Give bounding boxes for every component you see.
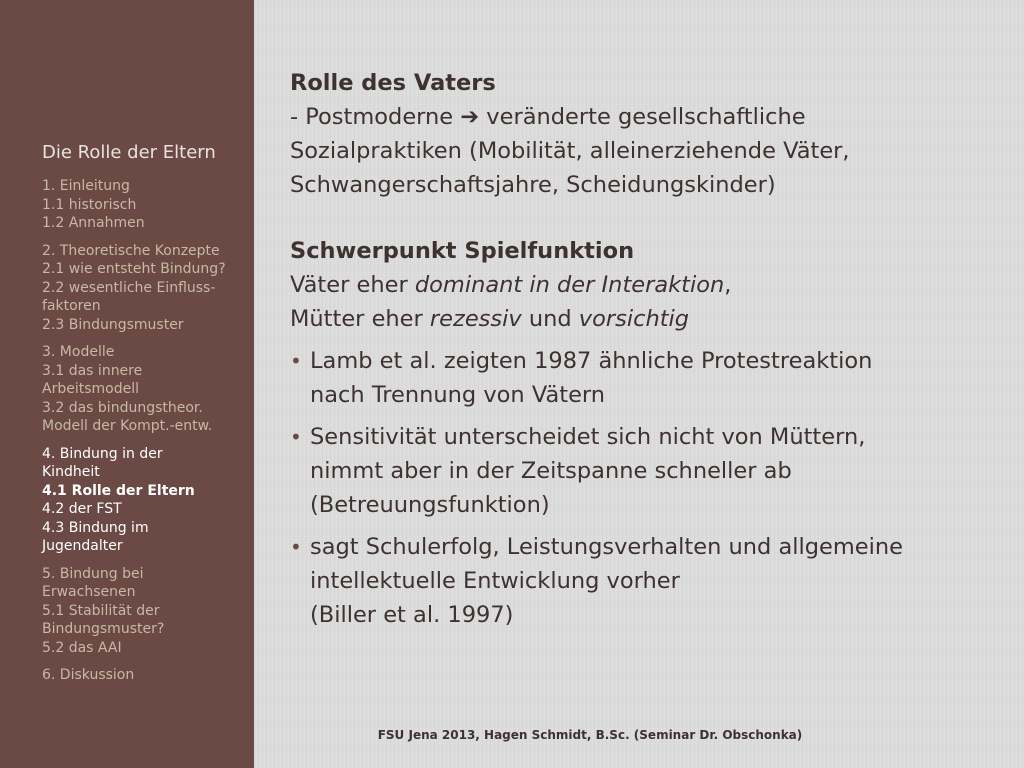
spacer: [290, 202, 980, 234]
toc-item[interactable]: 4. Bindung in der: [42, 445, 163, 462]
bullet-icon: •: [290, 535, 302, 559]
toc-group-2: [42, 242, 247, 335]
toc-group-6: [42, 666, 247, 685]
bullet-text: Sensitivität unterscheidet sich nicht von Müttern,: [310, 424, 866, 450]
sidebar: [0, 0, 254, 768]
toc-item[interactable]: 3.2 das bindungstheor.: [42, 399, 203, 416]
text-italic: dominant in der Interaktion: [414, 272, 725, 298]
bullet-item: [290, 420, 980, 522]
sidebar-title: Die Rolle der Eltern: [42, 142, 216, 163]
toc-item[interactable]: 3. Modelle: [42, 344, 115, 360]
toc-item[interactable]: faktoren: [42, 298, 101, 314]
toc-item[interactable]: 1. Einleitung: [42, 178, 130, 194]
bullet-text: nach Trennung von Vätern: [310, 382, 606, 408]
toc-item[interactable]: 6. Diskussion: [42, 667, 135, 683]
bullet-icon: •: [290, 425, 302, 449]
toc-group-4-active: [42, 445, 247, 556]
bullet-item: [290, 530, 980, 632]
paragraph-line: Schwangerschaftsjahre, Scheidungskinder): [290, 172, 776, 198]
toc-item[interactable]: Modell der Kompt.-entw.: [42, 418, 213, 434]
text: ,: [724, 272, 732, 298]
table-of-contents: [42, 177, 247, 694]
toc-item[interactable]: 5.1 Stabilität der: [42, 602, 160, 619]
bullet-text: (Biller et al. 1997): [310, 602, 514, 628]
toc-item[interactable]: Erwachsenen: [42, 584, 136, 600]
arrow-icon: ➔: [460, 104, 480, 130]
paragraph-line: Sozialpraktiken (Mobilität, alleinerziehende Väter,: [290, 138, 850, 164]
toc-item-current[interactable]: 4.1 Rolle der Eltern: [42, 482, 195, 499]
toc-item[interactable]: 1.2 Annahmen: [42, 215, 145, 231]
toc-group-1: [42, 177, 247, 233]
toc-item[interactable]: 2.1 wie entsteht Bindung?: [42, 261, 226, 277]
bullet-icon: •: [290, 349, 302, 373]
bullet-text: (Betreuungsfunktion): [310, 492, 550, 518]
toc-item[interactable]: Kindheit: [42, 464, 100, 480]
bullet-text: intellektuelle Entwicklung vorher: [310, 568, 680, 594]
bullet-text: sagt Schulerfolg, Leistungsverhalten und allgemeine: [310, 534, 903, 560]
toc-item[interactable]: 2.2 wesentliche Einfluss-: [42, 279, 216, 296]
paragraph-text: veränderte gesellschaftliche: [486, 104, 806, 130]
paragraph-line: [290, 100, 980, 134]
bullet-list: [290, 344, 980, 632]
toc-item[interactable]: Arbeitsmodell: [42, 381, 139, 397]
slide-content: [290, 66, 980, 640]
paragraph-line: [290, 302, 980, 336]
toc-group-3: [42, 343, 247, 436]
bullet-item: [290, 344, 980, 412]
toc-item[interactable]: 4.2 der FST: [42, 501, 122, 517]
toc-item[interactable]: 3.1 das innere: [42, 362, 143, 379]
text-italic: rezessiv: [429, 306, 522, 332]
bullet-text: nimmt aber in der Zeitspanne schneller ab: [310, 458, 792, 484]
toc-item[interactable]: 5.2 das AAI: [42, 639, 122, 656]
heading-role-father: Rolle des Vaters: [290, 70, 496, 96]
text-italic: vorsichtig: [578, 306, 690, 332]
toc-item[interactable]: 5. Bindung bei: [42, 565, 144, 582]
text: Mütter eher: [290, 306, 430, 332]
footer: FSU Jena 2013, Hagen Schmidt, B.Sc. (Seminar Dr. Obschonka): [377, 728, 803, 742]
toc-group-5: [42, 565, 247, 658]
toc-item[interactable]: 1.1 historisch: [42, 196, 137, 213]
toc-item[interactable]: Jugendalter: [42, 538, 123, 554]
bullet-text: Lamb et al. zeigten 1987 ähnliche Protestreaktion: [310, 348, 873, 374]
paragraph-line: [290, 268, 980, 302]
toc-item[interactable]: Bindungsmuster?: [42, 621, 165, 637]
toc-item[interactable]: 2.3 Bindungsmuster: [42, 316, 184, 333]
toc-item[interactable]: 2. Theoretische Konzepte: [42, 242, 220, 259]
toc-item[interactable]: 4.3 Bindung im: [42, 519, 149, 536]
text: und: [521, 306, 579, 332]
slide-main: [254, 0, 1024, 768]
paragraph-text: - Postmoderne: [290, 104, 454, 130]
heading-play-function: Schwerpunkt Spielfunktion: [290, 238, 635, 264]
text: Väter eher: [290, 272, 415, 298]
